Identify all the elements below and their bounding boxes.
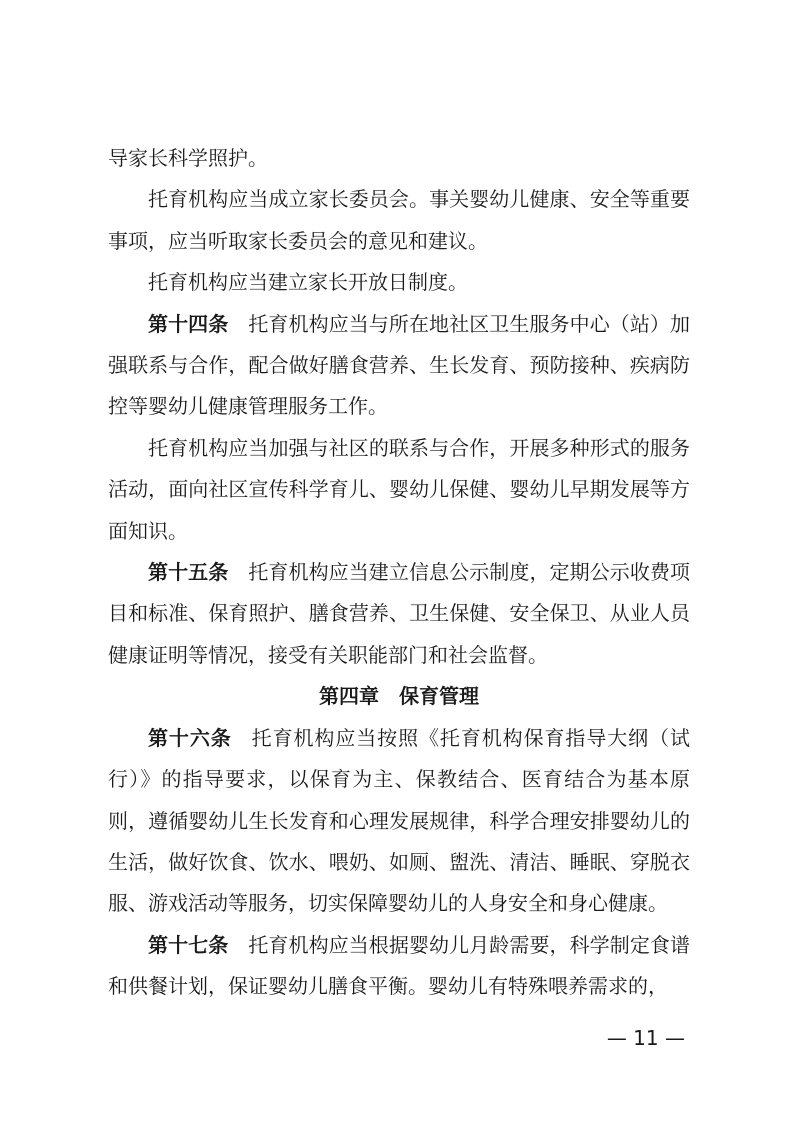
- article-14-label: 第十四条: [148, 311, 229, 336]
- article-17-label: 第十七条: [148, 932, 229, 957]
- article-14: [108, 304, 690, 428]
- article-16-text: 托育机构应当按照《托育机构保育指导大纲（试行）》的指导要求，以保育为主、保教结合、医育结合为基本原则，遵循婴幼儿生长发育和心理发展规律，科学合理安排婴幼儿的生活，做好饮食、饮水、喂奶、如厕、盥洗、清洁、睡眠、穿脱衣服、游戏活动等服务，切实保障婴幼儿的人身安全和身心健康。: [108, 725, 691, 916]
- page-number: — 11 —: [606, 1026, 685, 1050]
- article-16: [108, 718, 690, 925]
- article-14-text: 托育机构应当与所在地社区卫生服务中心（站）加强联系与合作，配合做好膳食营养、生长发育、预防接种、疾病防控等婴幼儿健康管理服务工作。: [108, 311, 691, 419]
- chapter-heading: 第四章 保育管理: [319, 684, 479, 709]
- article-16-label: 第十六条: [148, 725, 232, 750]
- paragraph-continuation: 导家长科学照护。: [108, 146, 268, 170]
- body-text: [108, 138, 690, 1008]
- article-17-text: 托育机构应当根据婴幼儿月龄需要，科学制定食谱和供餐计划，保证婴幼儿膳食平衡。婴幼儿有特殊喂养需求的，: [108, 932, 691, 999]
- paragraph-open-day: 托育机构应当建立家长开放日制度。: [148, 270, 468, 295]
- article-15: [108, 552, 690, 676]
- article-15-label: 第十五条: [148, 560, 229, 585]
- article-15-text: 托育机构应当建立信息公示制度，定期公示收费项目和标准、保育照护、膳食营养、卫生保健、安全保卫、从业人员健康证明等情况，接受有关职能部门和社会监督。: [108, 560, 691, 667]
- article-17: [108, 925, 690, 1008]
- paragraph-community: 托育机构应当加强与社区的联系与合作，开展多种形式的服务活动，面向社区宣传科学育儿、婴幼儿保健、婴幼儿早期发展等方面知识。: [108, 435, 690, 543]
- paragraph-parent-committee: 托育机构应当成立家长委员会。事关婴幼儿健康、安全等重要事项，应当听取家长委员会的意见和建议。: [108, 187, 690, 253]
